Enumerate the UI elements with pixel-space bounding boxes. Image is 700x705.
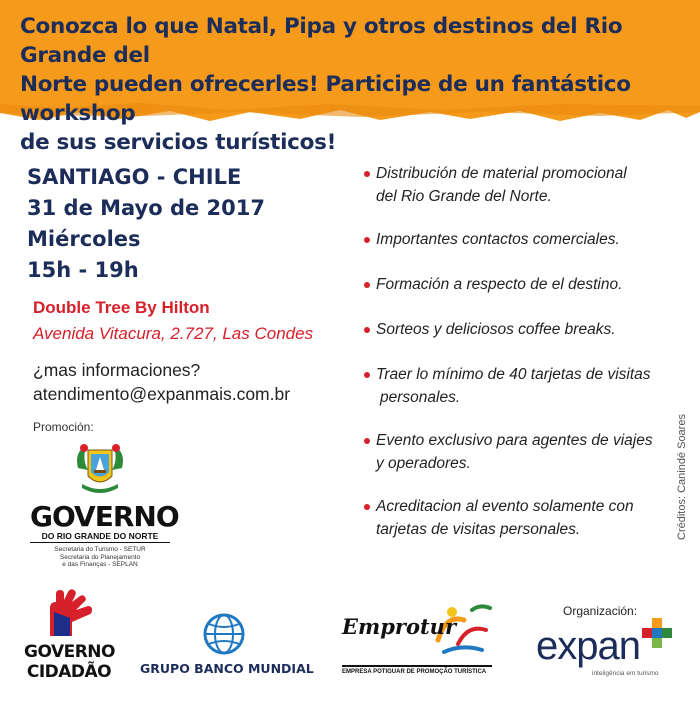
emprotur-subtitle: EMPRESA POTIGUAR DE PROMOÇÃO TURÍSTICA [342, 669, 487, 675]
list-item [364, 318, 684, 341]
banco-mundial-logo [140, 612, 314, 682]
governo-cidadao-logo [24, 588, 124, 692]
list-item [364, 273, 684, 296]
secretaria-line: e das Finanças - SEPLAN [62, 561, 138, 568]
list-item-line: Traer lo mínimo de 40 tarjetas de visitas [376, 366, 651, 383]
event-date: 31 de Mayo de 2017 [27, 196, 266, 220]
expan-wordmark: expan [536, 624, 640, 668]
header-banner [0, 0, 700, 155]
governo-secretarias [30, 546, 170, 569]
list-item-line: tarjetas de visitas personales. [376, 521, 581, 538]
banner-line: Conozca lo que Natal, Pipa y otros destinos del Rio Grande del [20, 14, 623, 68]
plus-icon [642, 618, 672, 648]
list-item [364, 162, 684, 208]
list-item [364, 429, 684, 475]
list-item-line: Sorteos y deliciosos coffee breaks. [376, 321, 616, 338]
emprotur-logo [340, 600, 500, 682]
list-item [364, 363, 684, 409]
bullet-icon [364, 372, 370, 378]
benefits-list [364, 162, 684, 541]
organization-label: Organización: [563, 604, 638, 618]
banco-mundial-text: GRUPO BANCO MUNDIAL [140, 661, 314, 676]
bullet-icon [364, 282, 370, 288]
gov-cidadao-line2: CIDADÃO [26, 662, 112, 682]
list-item [364, 495, 684, 541]
emprotur-wordmark: Emprotur [342, 614, 457, 639]
gov-cidadao-line1: GOVERNO [24, 642, 115, 662]
list-item-line: Importantes contactos comerciales. [376, 231, 620, 248]
secretaria-line: Secretaria do Planejamento [59, 553, 141, 561]
contact-info [33, 358, 290, 406]
bullet-icon [364, 327, 370, 333]
list-item-line: Acreditacion al evento solamente con [376, 498, 634, 515]
info-question: ¿mas informaciones? [33, 360, 201, 380]
emprotur-underline [342, 665, 492, 667]
governo-title: GOVERNO [30, 500, 179, 533]
list-item-line: Formación a respecto de el destino. [376, 276, 623, 293]
event-time: 15h - 19h [27, 258, 139, 282]
bullet-icon [364, 438, 370, 444]
venue-block [33, 296, 313, 348]
hand-emblem-icon [42, 588, 102, 638]
venue-address: Avenida Vitacura, 2.727, Las Condes [33, 324, 314, 343]
event-weekday: Miércoles [27, 227, 141, 251]
venue-name: Double Tree By Hilton [33, 298, 210, 317]
governo-subtitle: DO RIO GRANDE DO NORTE [30, 531, 170, 543]
event-city: SANTIAGO - CHILE [27, 165, 242, 189]
banner-line: de sus servicios turísticos! [20, 130, 337, 155]
photo-credits: Créditos: Canindé Soares [676, 414, 688, 540]
event-details [27, 162, 265, 286]
state-crest-icon [72, 440, 128, 498]
list-item [364, 228, 684, 251]
bullet-icon [364, 504, 370, 510]
bullet-icon [364, 237, 370, 243]
list-item-line: y operadores. [376, 455, 471, 472]
contact-email[interactable]: atendimento@expanmais.com.br [33, 384, 291, 404]
secretaria-line: Secretaria do Turismo - SETUR [54, 546, 146, 553]
promotion-label: Promoción: [33, 420, 94, 434]
globe-icon [202, 612, 246, 656]
list-item-line: Distribución de material promocional [376, 165, 627, 182]
banner-line: Norte pueden ofrecerles! Participe de un fantástico workshop [20, 72, 631, 126]
banner-headline [20, 12, 690, 157]
list-item-line: del Rio Grande del Norte. [376, 188, 552, 205]
expan-subtitle: inteligência em turismo [592, 670, 659, 677]
governo-rn-logo [30, 440, 179, 568]
list-item-line: personales. [380, 389, 461, 406]
list-item-line: Evento exclusivo para agentes de viajes [376, 432, 653, 449]
expan-logo [536, 618, 676, 688]
bullet-icon [364, 171, 370, 177]
